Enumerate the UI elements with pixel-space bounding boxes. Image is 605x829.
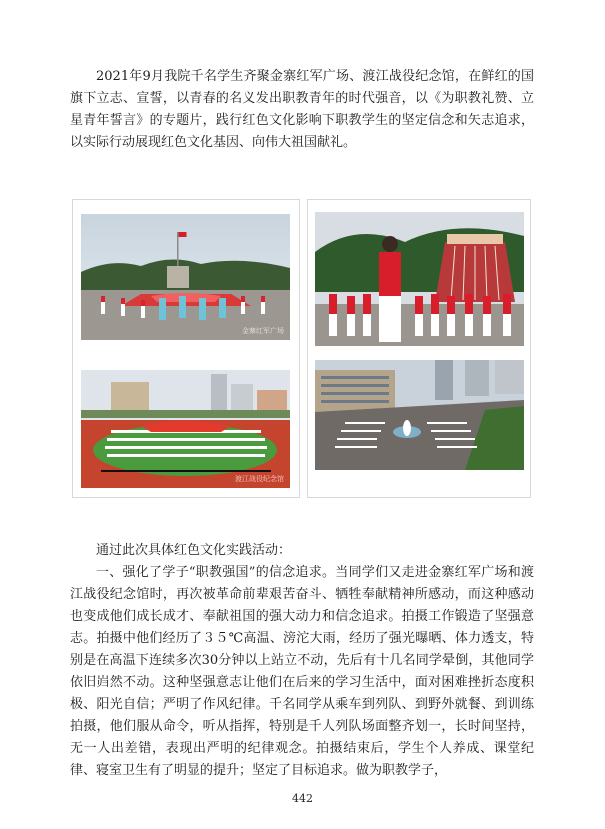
photo-collage-left [72, 199, 300, 498]
activities-heading: 通过此次具体红色文化实践活动： [96, 543, 292, 558]
photo-watermark-2: 渡江战役纪念馆 [235, 475, 284, 483]
photo-watermark: 金寨红军广场 [242, 327, 284, 335]
intro-paragraph: 2021年9月我院千名学生齐聚金寨红军广场、渡江战役纪念馆，在鲜红的国旗下立志、宣誓，以青春的名义发出职教青年的时代强音，以《为职教礼赞、立星青年誓言》的专题片，践行红色文化影响下职教学生的坚定信念和矢志追求，以实际行动展现红色文化基因、向伟大祖国献礼。 [70, 69, 534, 150]
page-number: 442 [292, 792, 313, 805]
photo-campus-fountain [315, 360, 524, 470]
photo-students-at-memorial [315, 212, 524, 346]
photo-collage-right [307, 199, 531, 498]
point-one-paragraph: 一、强化了学子“职教强国”的信念追求。当同学们又走进金寨红军广场和渡江战役纪念馆时，再次被革命前辈艰苦奋斗、牺牲奉献精神所感动，而这种感动也变成他们成长成才、奉献祖国的强大动力和信念追求。拍摄工作锻造了坚强意志。拍摄中他们经历了３５℃高温、滂沱大雨，经历了强光曝晒、体力透支，特别是在高温下连续多次30分钟以上站立不动，先后有十几名同学晕倒，其他同学依旧岿然不动。这种坚强意志让他们在后来的学习生活中，面对困难挫折态度积极、阳光自信；严明了作风纪律。千名同学从乘车到列队、到野外就餐、到训练拍摄，他们服从命令，听从指挥，特别是千人列队场面整齐划一，长时间坚持，无一人出差错，表现出严明的纪律观念。拍摄结束后，学生个人养成、课堂纪律、寝室卫生有了明显的提升；坚定了目标追求。做为职教学子， [70, 565, 534, 778]
photo-stadium-formation [81, 370, 290, 488]
photo-red-army-square [81, 214, 290, 340]
